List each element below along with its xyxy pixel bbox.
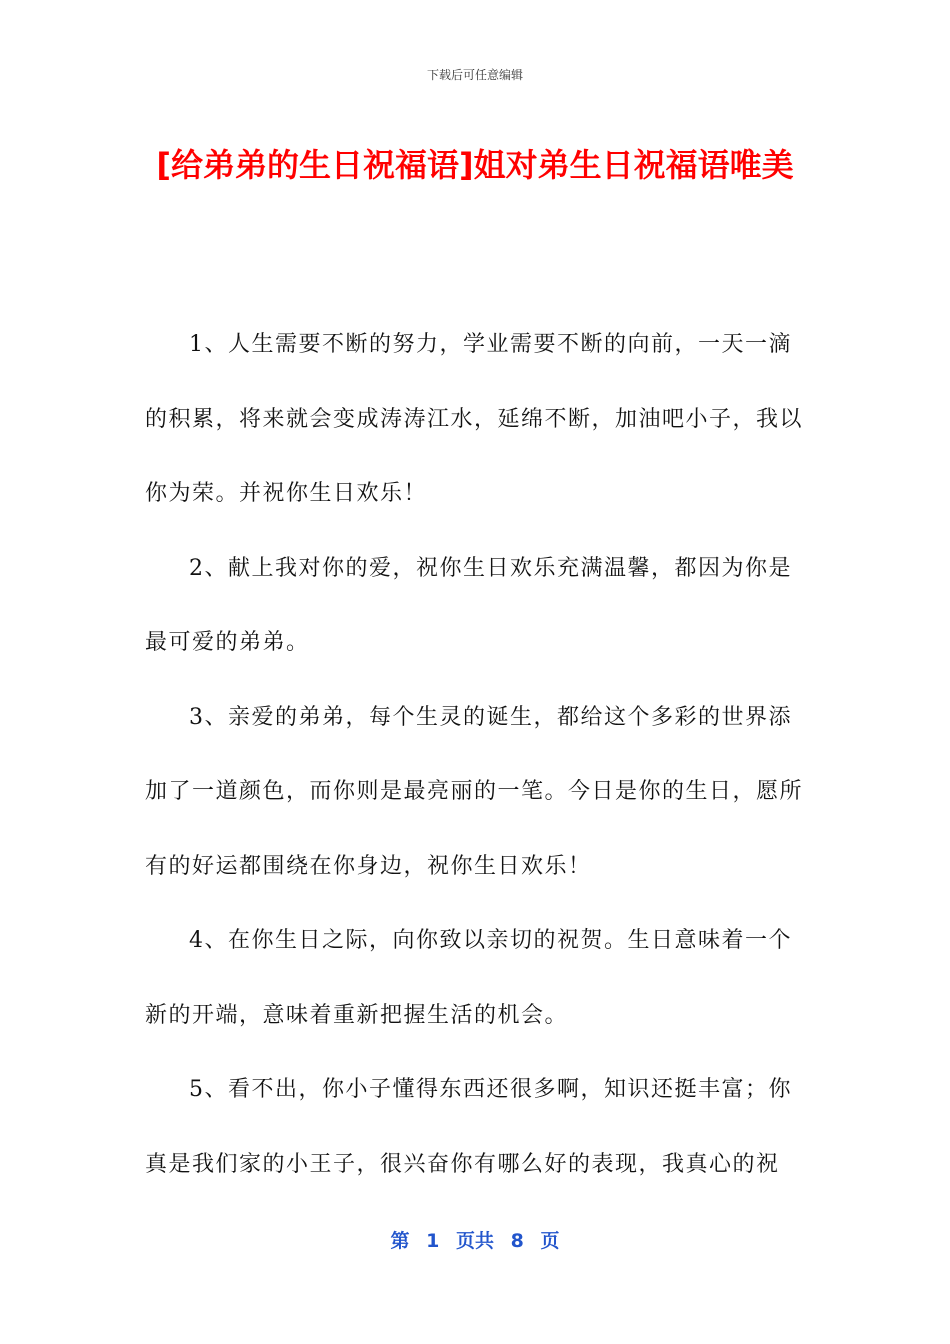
- document-title: [给弟弟的生日祝福语]姐对弟生日祝福语唯美: [156, 146, 794, 184]
- paragraph-4: 4、在你生日之际，向你致以亲切的祝贺。生日意味着一个新的开端，意味着重新把握生活的机会。: [145, 928, 792, 1028]
- paragraph-2: 2、献上我对你的爱，祝你生日欢乐充满温馨，都因为你是最可爱的弟弟。: [145, 555, 792, 655]
- header-note: 下载后可任意编辑: [426, 68, 523, 82]
- paragraph-5: 5、看不出，你小子懂得东西还很多啊，知识还挺丰富；你真是我们家的小王子，很兴奋你有哪么好的表现，我真心的祝: [145, 1077, 792, 1177]
- document-body: [145, 308, 805, 1202]
- paragraph-3: 3、亲爱的弟弟，每个生灵的诞生，都给这个多彩的世界添加了一道颜色，而你则是最亮丽的一笔。今日是你的生日，愿所有的好运都围绕在你身边，祝你生日欢乐！: [145, 704, 804, 879]
- paragraph-1: 1、人生需要不断的努力，学业需要不断的向前，一天一滴的积累，将来就会变成涛涛江水，延绵不断，加油吧小子，我以你为荣。并祝你生日欢乐！: [145, 332, 804, 506]
- page-number: 第 1 页共 8 页: [390, 1230, 560, 1252]
